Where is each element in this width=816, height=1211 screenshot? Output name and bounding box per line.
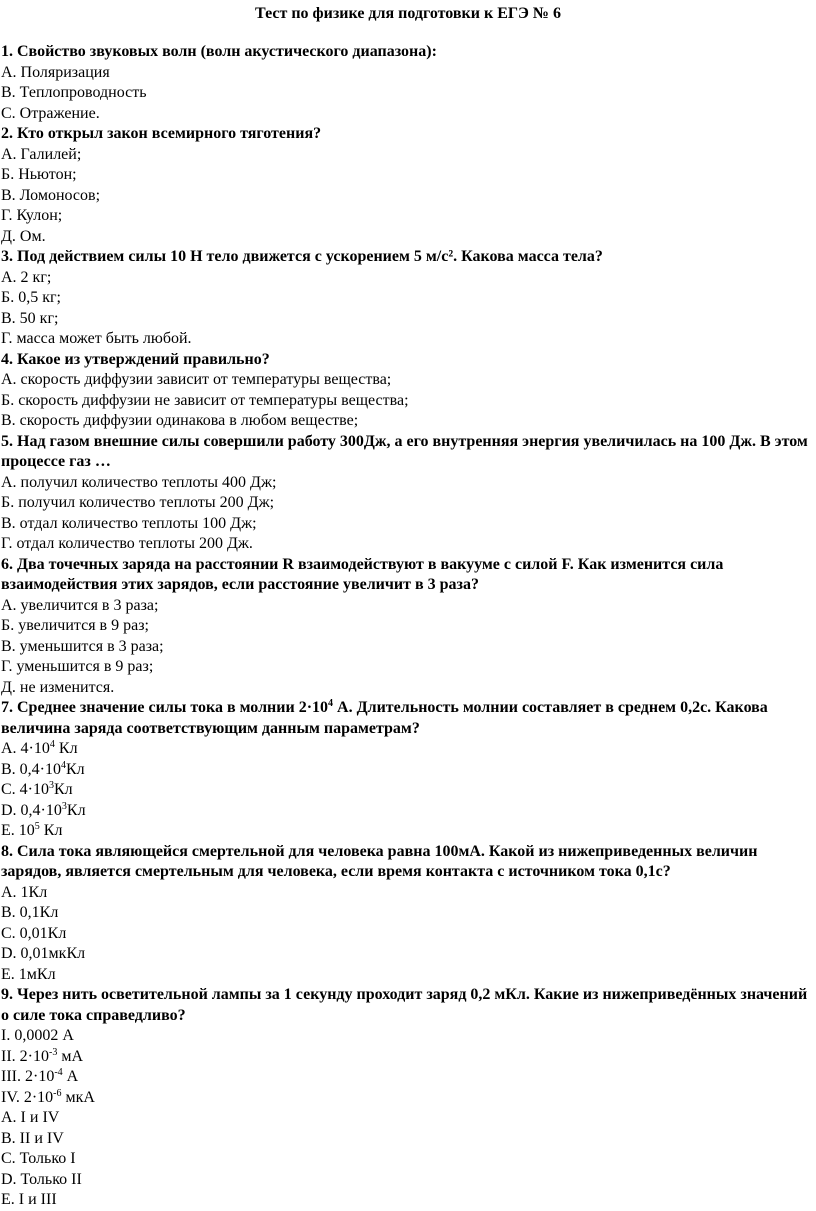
- answer-option: C. $4\cdot 10^3Кл$: [1, 780, 73, 798]
- answer-option: Д. не изменится.: [1, 678, 115, 696]
- answer-option: В. Ломоносов;: [1, 186, 101, 204]
- question-text: 5. Над газом внешние силы совершили работу 300Дж, а его внутренняя энергия увеличилась на 100 Дж. В этом процессе газ …: [1, 432, 808, 470]
- answer-option: А. Поляризация: [1, 63, 110, 81]
- answer-option: А. 2 кг;: [1, 268, 52, 286]
- answer-option: В. уменьшится в 3 раза;: [1, 637, 164, 655]
- given-value: II. $2\cdot 10^{-3}$ мА: [1, 1046, 84, 1065]
- answer-option: D. 0,01мкКл: [1, 945, 86, 962]
- answer-option: В. отдал количество теплоты 100 Дж;: [1, 514, 257, 532]
- answer-option: В. 50 кг;: [1, 309, 59, 327]
- answer-option: C. 0,01Кл: [1, 924, 67, 942]
- given-value: IV. $2\cdot 10^{-6}$ мкА: [1, 1087, 95, 1106]
- question-text: 7. Среднее значение силы тока в молнии $2\cdot 10^4$ А. Длительность молнии составляет в среднем 0,2с. Какова величина заряда соответствующим данным параметрам?: [1, 698, 768, 737]
- answer-option: Б. получил количество теплоты 200 Дж;: [1, 494, 275, 511]
- answer-option: А. получил количество теплоты 400 Дж;: [1, 473, 277, 491]
- answer-option: Б. Ньютон;: [1, 166, 77, 183]
- answer-option: В. скорость диффузии одинакова в любом веществе;: [1, 412, 359, 429]
- answer-option: Б. увеличится в 9 раз;: [1, 617, 149, 634]
- question-2: [1, 124, 816, 247]
- answer-option: B. 0,1Кл: [1, 904, 59, 921]
- answer-option: А. скорость диффузии зависит от температуры вещества;: [1, 371, 392, 388]
- answer-option: A. I и IV: [1, 1109, 60, 1126]
- question-text: 1. Свойство звуковых волн (волн акустического диапазона):: [1, 43, 437, 60]
- question-list: [1, 42, 816, 1211]
- given-value: III. $2\cdot 10^{-4}$ А: [1, 1067, 79, 1085]
- answer-option: Г. отдал количество теплоты 200 Дж.: [1, 535, 253, 552]
- question-1: [1, 42, 816, 124]
- answer-option: Г. уменьшится в 9 раз;: [1, 658, 154, 675]
- question-9: [1, 985, 816, 1211]
- answer-option: A. 1Кл: [1, 883, 48, 901]
- question-7: [1, 698, 816, 842]
- document-title: Тест по физике для подготовки к ЕГЭ № 6: [255, 5, 561, 22]
- question-8: [1, 842, 816, 986]
- answer-option: А. Галилей;: [1, 145, 82, 163]
- answer-option: Г. Кулон;: [1, 207, 63, 224]
- answer-option: Д. Ом.: [1, 227, 46, 245]
- answer-option: A. $4\cdot 10^4$ Кл: [1, 739, 78, 757]
- answer-option: E. 1мКл: [1, 965, 56, 983]
- answer-option: E. $10^5$ Кл: [1, 821, 63, 839]
- question-text: 2. Кто открыл закон всемирного тяготения?: [1, 125, 322, 142]
- question-6: [1, 555, 816, 699]
- given-value: I. 0,0002 А: [1, 1027, 74, 1044]
- answer-option: С. Отражение.: [1, 104, 100, 122]
- answer-option: B. II и IV: [1, 1129, 64, 1147]
- question-5: [1, 432, 816, 555]
- answer-option: Б. скорость диффузии не зависит от температуры вещества;: [1, 391, 409, 409]
- question-3: [1, 247, 816, 350]
- answer-option: E. I и III: [1, 1191, 57, 1208]
- answer-option: B. $0,4\cdot 10^4Кл$: [1, 759, 85, 778]
- answer-option: C. Только I: [1, 1150, 76, 1167]
- answer-option: В. Теплопроводность: [1, 84, 147, 101]
- answer-option: А. увеличится в 3 раза;: [1, 596, 159, 614]
- question-text: 8. Сила тока являющейся смертельной для человека равна 100мА. Какой из нижеприведенных величин зарядов, является смертельным для человека, если время контакта с источником тока 0,1с?: [1, 842, 758, 880]
- answer-option: Г. масса может быть любой.: [1, 330, 192, 347]
- question-text: 6. Два точечных заряда на расстоянии R взаимодействуют в вакууме с силой F. Как изменится сила взаимодействия этих зарядов, если расстояние увеличит в 3 раза?: [1, 555, 724, 593]
- answer-option: D. $0,4\cdot 10^3Кл$: [1, 800, 86, 819]
- answer-option: D. Только II: [1, 1170, 82, 1188]
- question-4: [1, 350, 816, 432]
- question-text: 3. Под действием силы 10 Н тело движется с ускорением 5 м/с². Какова масса тела?: [1, 248, 603, 265]
- answer-option: Б. 0,5 кг;: [1, 289, 61, 306]
- question-text: 9. Через нить осветительной лампы за 1 секунду проходит заряд 0,2 мКл. Какие из нижеприведённых значений о силе тока справедливо?: [1, 986, 808, 1024]
- question-text: 4. Какое из утверждений правильно?: [1, 350, 270, 368]
